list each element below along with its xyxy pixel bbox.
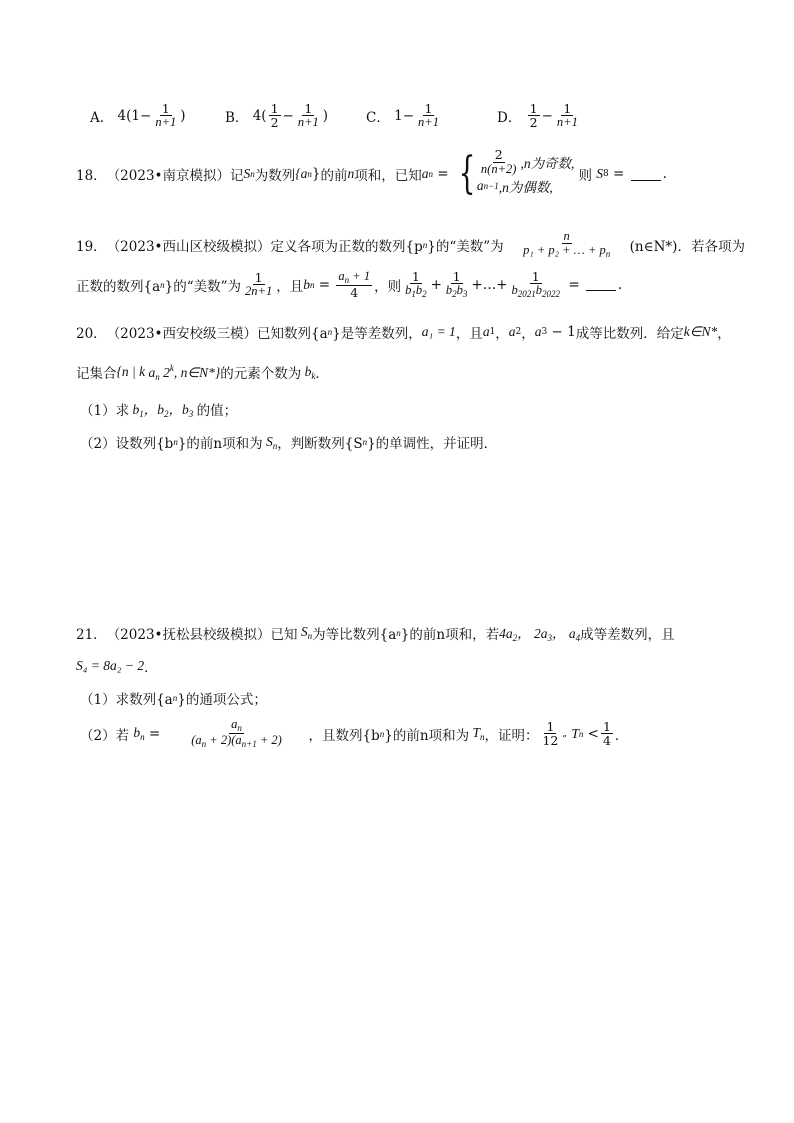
fraction: $\frac{1}{n+1}$ [155, 101, 177, 130]
answer-blank [586, 278, 616, 291]
fraction: $\frac{1}{n+1}$ [556, 101, 578, 130]
question-19: 19． （2023•西山区校级模拟） 定义各项为正数的数列{p n }的“美数”为 $\frac{n}{p_1 + p_2 + \dots + p_n}$ (n∈N*)．若各项为 [76, 229, 745, 260]
piecewise: $\frac{2}{n(n+2)}$ ,n为奇数, a n−1 ,n为偶数, [476, 147, 575, 195]
question-21-part1: （1）求数列{a n }的通项公式； [80, 692, 267, 708]
option-a: A． 4(1− $\frac{1}{n+1}$ ) [90, 101, 186, 130]
question-20-part2: （2）设数列{b n }的前n项和为 $S_n$ ，判断数列{S n }的单调性，并证明． [80, 433, 498, 452]
question-20-part1: （1）求 $b_1$，$b_2$，$b_3$ 的值； [80, 402, 238, 419]
fraction: $\frac{1}{2}$ [270, 101, 279, 131]
brace: { [458, 148, 476, 199]
question-21-line2: S₄ = 8a₂ − 2 ． [76, 658, 158, 676]
question-20: 20． （2023•西安校级三模） 已知数列{a n }是等差数列， a₁ = 1 ，且 a 1 ， a 2 ， a 3 − 1 成等比数列．给定 k∈N* ， [76, 324, 731, 342]
option-c: C． 1− $\frac{1}{n+1}$ [366, 101, 439, 130]
question-21: 21． （2023•抚松县校级模拟） 已知 $S_n$ 为等比数列{a n }的前n项和，若 $4a_2$， $2a_3$， $a_4$ 成等差数列，且 [76, 624, 675, 643]
answer-blank [631, 168, 661, 181]
fraction: $\frac{1}{n+1}$ [297, 101, 319, 130]
question-21-part2: （2）若 $b_n$ = $\frac{a_n}{(a_n + 2)(a_{n+1} + 2)}$ ，且数列{b n }的前n项和为 $T_n$ ，证明： $\frac{1}{12}$ „ T n < $\frac{1}{4}$ ． [80, 717, 629, 750]
fraction: $\frac{1}{n+1}$ [418, 101, 439, 130]
option-d: D． $\frac{1}{2}$ − $\frac{1}{n+1}$ [497, 101, 578, 131]
fraction: $\frac{1}{2}$ [529, 101, 538, 131]
question-19-line2: 正数的数列{a n }的“美数”为 $\frac{1}{2n+1}$ ，且 b n = $\frac{a_n + 1}{4}$ ，则 $\frac{1}{b_1b_2}$ + $\frac{1}{b_2b_3}$ +…+ $\frac{1}{b_{2021}b_{2022}}$ = . [76, 269, 623, 301]
question-20-line2: 记集合 {n | k $a_n$ 2$^k$, n∈N*} 的元素个数为 $b_k$ ． [76, 362, 329, 382]
option-b: B． 4( $\frac{1}{2}$ − $\frac{1}{n+1}$ ) [225, 101, 329, 131]
question-18: 18． （2023•南京模拟） 记 S n 为数列 {a n } 的前 n 项和，已知 a n = { $\frac{2}{n(n+2)}$ ,n为奇数, a n−1 ,n为偶数, 则 S 8 = . [76, 147, 667, 199]
